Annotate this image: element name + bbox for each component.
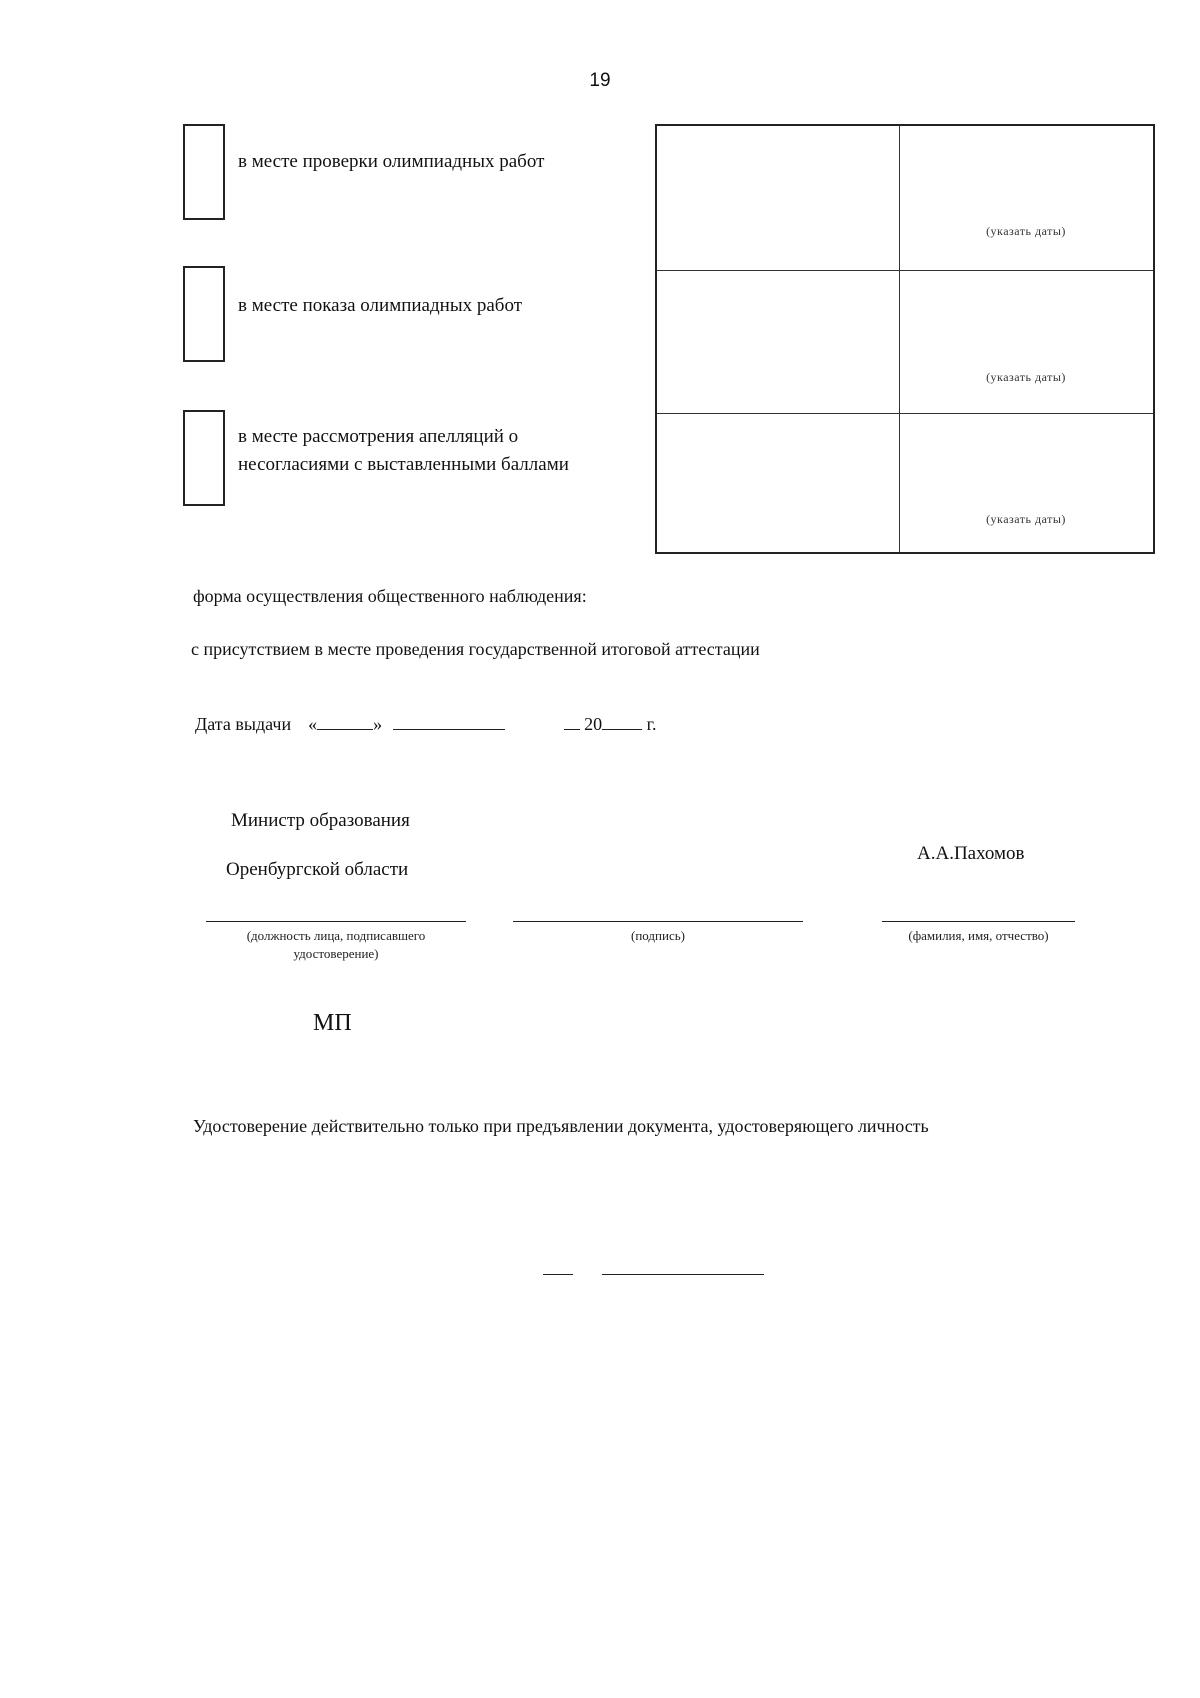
issue-date-open-quote: « bbox=[308, 714, 318, 734]
observation-form-value: с присутствием в месте проведения государственной итоговой аттестации bbox=[191, 639, 760, 659]
signatory-position-line1: Министр образования bbox=[231, 810, 410, 831]
date-hint: (указать даты) bbox=[986, 370, 1066, 384]
observation-form-label: форма осуществления общественного наблюдения: bbox=[193, 586, 587, 606]
checkbox-appeals[interactable] bbox=[183, 410, 225, 506]
date-table bbox=[655, 124, 1155, 554]
date-hint: (указать даты) bbox=[986, 224, 1066, 238]
label-appeals bbox=[238, 423, 569, 479]
label-showing: в месте показа олимпиадных работ bbox=[238, 295, 522, 316]
caption-full-name: (фамилия, имя, отчество) bbox=[908, 928, 1049, 943]
issue-date-close-quote: » bbox=[373, 714, 383, 734]
signatory-position-line2: Оренбургской области bbox=[226, 859, 409, 880]
issue-year-suffix: г. bbox=[646, 714, 657, 734]
signature-line bbox=[513, 921, 803, 922]
checkbox-verification[interactable] bbox=[183, 124, 225, 220]
issue-date-dash bbox=[564, 713, 580, 730]
stamp-place: МП bbox=[313, 1010, 352, 1036]
validity-note: Удостоверение действительно только при предъявлении документа, удостоверяющего личность bbox=[193, 1116, 929, 1136]
label-verification: в месте проверки олимпиадных работ bbox=[238, 151, 545, 172]
label-appeals-line1: в месте рассмотрения апелляций о bbox=[238, 426, 519, 447]
caption-signature: (подпись) bbox=[631, 928, 685, 943]
issue-date-label: Дата выдачи bbox=[195, 714, 292, 734]
date-row-showing bbox=[657, 271, 1153, 414]
issue-day-field[interactable] bbox=[317, 713, 373, 730]
checkbox-showing[interactable] bbox=[183, 266, 225, 362]
date-cell-left bbox=[657, 414, 900, 552]
footer-divider-short bbox=[543, 1274, 573, 1275]
issue-year-prefix: 20 bbox=[584, 714, 603, 734]
footer-divider-long bbox=[602, 1274, 764, 1275]
date-cell-left bbox=[657, 271, 900, 413]
issue-year-field[interactable] bbox=[602, 713, 642, 730]
full-name-line bbox=[882, 921, 1075, 922]
signatory-name: А.А.Пахомов bbox=[917, 843, 1025, 864]
position-line bbox=[206, 921, 466, 922]
issue-month-field[interactable] bbox=[393, 713, 505, 730]
caption-position bbox=[206, 927, 466, 963]
label-appeals-line2: несогласиями с выставленными баллами bbox=[238, 454, 569, 475]
date-row-verification bbox=[657, 126, 1153, 271]
date-row-appeals bbox=[657, 414, 1153, 552]
issue-date-row bbox=[195, 713, 656, 735]
caption-position-line1: (должность лица, подписавшего bbox=[246, 928, 426, 943]
page-number: 19 bbox=[589, 70, 611, 91]
caption-position-line2: удостоверение) bbox=[293, 946, 379, 961]
date-hint: (указать даты) bbox=[986, 512, 1066, 526]
date-cell-left bbox=[657, 126, 900, 270]
